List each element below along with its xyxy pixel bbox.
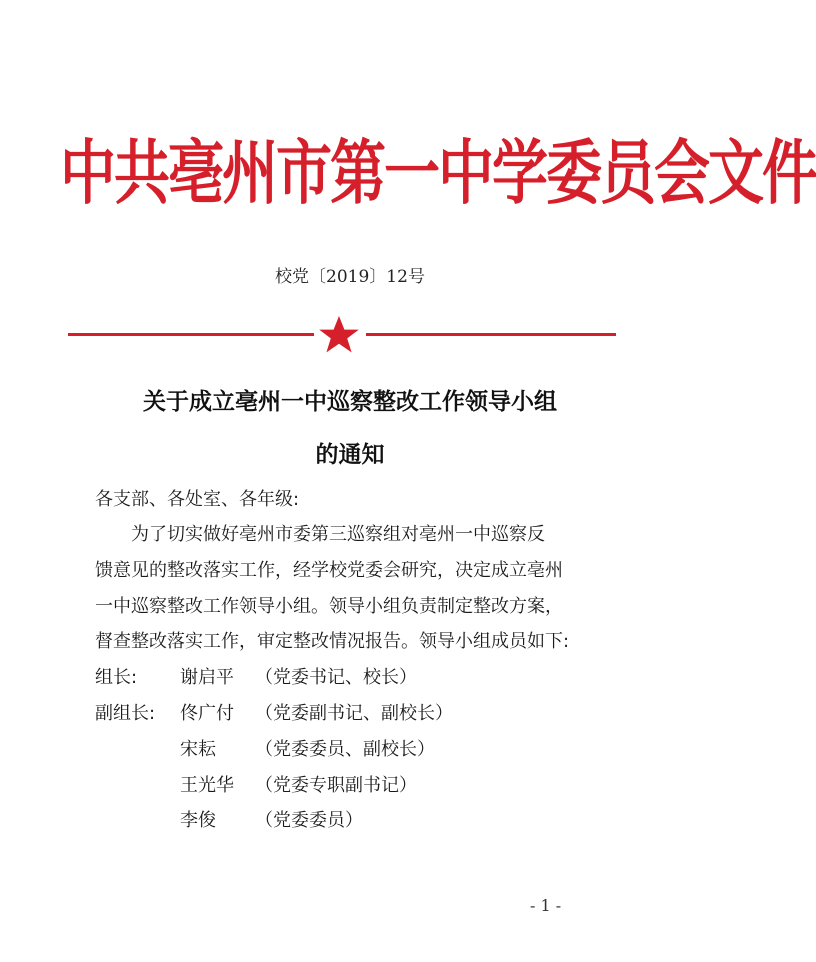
member-name: 佟广付 — [180, 703, 234, 724]
member-name: 谢启平 — [180, 667, 234, 688]
member-position: （党委副书记、副校长） — [255, 703, 453, 724]
salutation: 各支部、各处室、各年级: — [95, 489, 300, 510]
member-role: 组长: — [95, 667, 138, 688]
notice-title-line1: 关于成立亳州一中巡察整改工作领导小组 — [143, 389, 557, 415]
member-role: 副组长: — [95, 703, 156, 724]
member-name: 宋耘 — [180, 739, 216, 760]
paragraph-line: 为了切实做好亳州市委第三巡察组对亳州一中巡察反 — [95, 524, 545, 545]
notice-title-line2: 的通知 — [315, 442, 385, 468]
page-number: - 1 - — [530, 896, 562, 915]
paragraph-line: 一中巡察整改工作领导小组。领导小组负责制定整改方案， — [95, 596, 563, 617]
member-position: （党委委员） — [255, 810, 363, 831]
member-position: （党委委员、副校长） — [255, 739, 435, 760]
member-name: 王光华 — [180, 775, 234, 796]
member-position: （党委专职副书记） — [255, 775, 417, 796]
member-name: 李俊 — [180, 810, 216, 831]
paragraph-line: 馈意见的整改落实工作，经学校党委会研究，决定成立亳州 — [95, 560, 563, 581]
member-position: （党委书记、校长） — [255, 667, 417, 688]
document-number: 校党〔2019〕12号 — [275, 267, 425, 287]
red-divider-right — [366, 333, 616, 336]
red-divider-left — [68, 333, 314, 336]
document-header-title: 中共亳州市第一中学委员会文件 — [60, 131, 816, 215]
star-icon — [318, 314, 360, 356]
paragraph-line: 督查整改落实工作，审定整改情况报告。领导小组成员如下: — [95, 631, 570, 652]
